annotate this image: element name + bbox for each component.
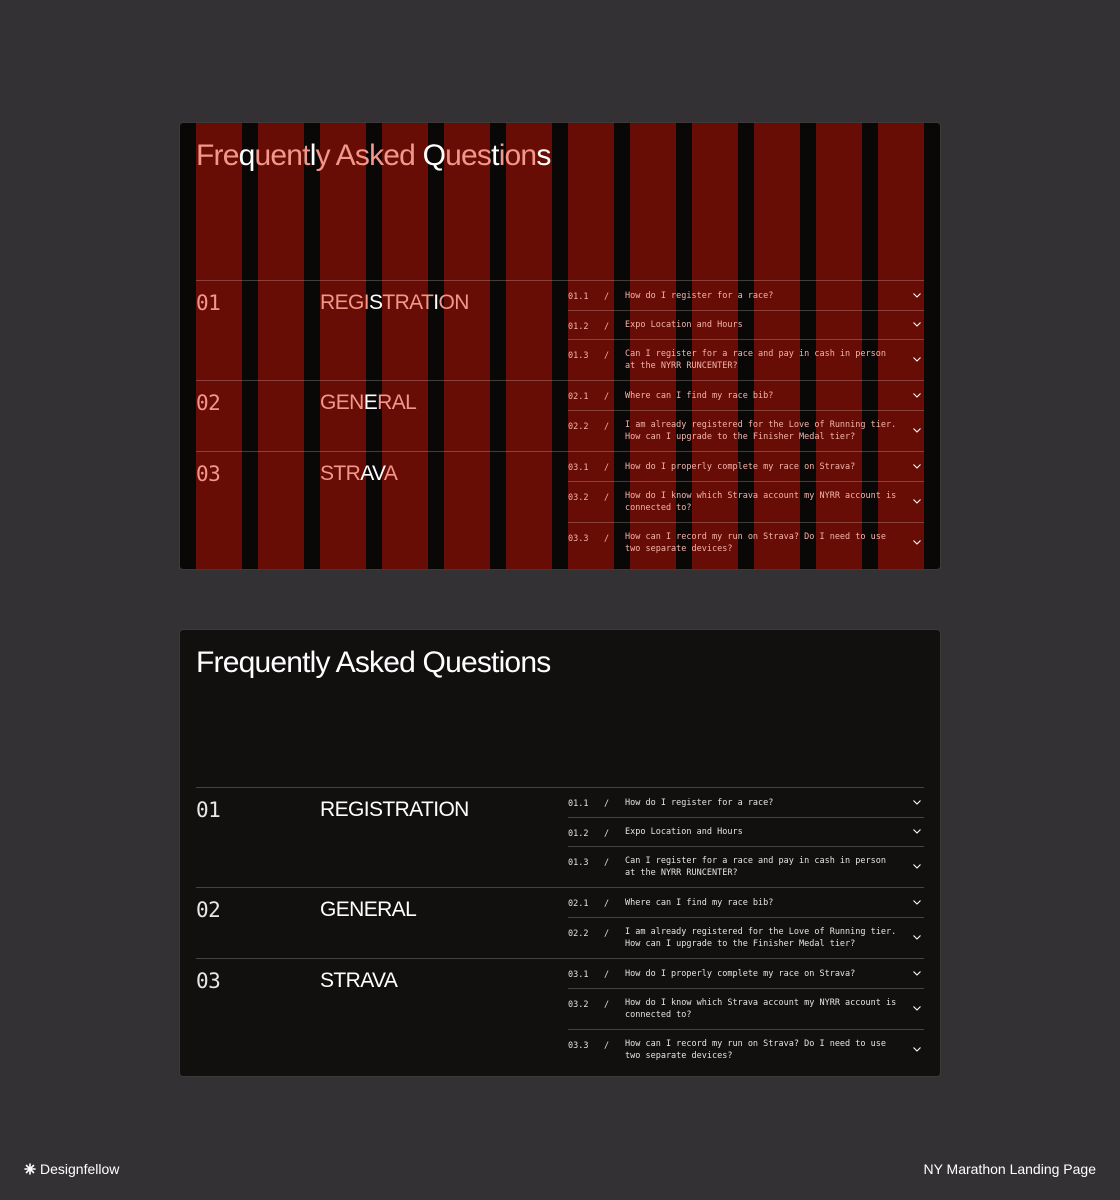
question-list [568,381,924,451]
faq-question-row[interactable] [568,988,924,1029]
question-text: How can I record my run on Strava? Do I need to use two separate devices? [625,1039,886,1061]
category-number: 02 [196,898,221,922]
title-segment: As [335,139,370,172]
chevron-down-icon[interactable] [912,390,922,400]
title-segment: uent [254,139,310,172]
faq-question-row[interactable] [568,888,924,917]
question-list [568,281,924,380]
question-separator: / [604,829,610,839]
question-text: Expo Location and Hours [625,320,743,330]
chevron-down-icon[interactable] [912,897,922,907]
question-separator: / [604,799,610,809]
question-separator: / [604,899,610,909]
question-text: How do I register for a race? [625,797,774,808]
question-separator: / [604,322,610,332]
question-number: 01.2 [568,322,589,332]
title-segment: ked [369,139,423,172]
title-segment: ion [498,139,537,172]
question-text: I am already registered for the Love of Running tier. How can I upgrade to the Finisher Medal tier? [625,927,897,949]
chevron-down-icon[interactable] [912,797,922,807]
title-segment: Fre [196,139,239,172]
faq-question-row[interactable] [568,917,924,958]
question-separator: / [604,392,610,402]
faq-question-row[interactable] [568,410,924,451]
category-number: 03 [196,969,221,993]
chevron-down-icon[interactable] [912,461,922,471]
faq-category-strava [196,958,924,1070]
question-separator: / [604,534,610,544]
faq-category-general [196,380,924,451]
question-text: How do I know which Strava account my NYRR account is connected to? [625,998,897,1020]
category-number: 02 [196,391,221,415]
faq-category-registration [196,280,924,380]
question-text: Where can I find my race bib? [625,390,774,401]
category-number: 01 [196,798,221,822]
title-segment: t [491,139,499,172]
faq-categories [196,280,924,563]
title-segment: l [309,139,316,172]
question-text: How can I record my run on Strava? Do I need to use two separate devices? [625,532,886,554]
chevron-down-icon[interactable] [912,354,922,364]
category-name: REGISTRATION [320,798,469,821]
question-separator: / [604,292,610,302]
question-number: 03.2 [568,493,589,503]
chevron-down-icon[interactable] [912,1003,922,1013]
question-separator: / [604,463,610,473]
faq-question-row[interactable] [568,959,924,988]
chevron-down-icon[interactable] [912,932,922,942]
question-separator: / [604,1000,610,1010]
asterisk-icon [24,1163,36,1175]
question-list [568,888,924,958]
category-name: REGISTRATION [320,291,469,314]
chevron-down-icon[interactable] [912,290,922,300]
project-name: NY Marathon Landing Page [923,1161,1096,1177]
question-separator: / [604,1041,610,1051]
question-number: 03.3 [568,534,589,544]
question-list [568,788,924,887]
category-name: GENERAL [320,391,417,414]
faq-title [196,139,551,173]
chevron-down-icon[interactable] [912,425,922,435]
faq-category-strava [196,451,924,563]
faq-question-row[interactable] [568,846,924,887]
faq-question-row[interactable] [568,817,924,846]
faq-question-row[interactable] [568,452,924,481]
faq-category-registration [196,787,924,887]
question-separator: / [604,493,610,503]
question-text: How do I properly complete my race on Strava? [625,968,856,979]
faq-title: Frequently Asked Questions [196,646,551,679]
category-name: GENERAL [320,898,417,921]
question-number: 03.1 [568,463,589,473]
question-text: I am already registered for the Love of Running tier. How can I upgrade to the Finisher Medal tier? [625,420,897,442]
question-text: Expo Location and Hours [625,827,743,837]
question-separator: / [604,858,610,868]
faq-card-grid-variant [179,122,941,570]
question-number: 01.1 [568,292,589,302]
question-number: 02.1 [568,392,589,402]
faq-question-row[interactable] [568,522,924,563]
faq-question-row[interactable] [568,481,924,522]
chevron-down-icon[interactable] [912,1044,922,1054]
question-text: Where can I find my race bib? [625,897,774,908]
question-number: 01.2 [568,829,589,839]
category-number: 01 [196,291,221,315]
chevron-down-icon[interactable] [912,826,922,836]
question-text: How do I register for a race? [625,290,774,301]
question-separator: / [604,970,610,980]
question-separator: / [604,929,610,939]
question-number: 01.1 [568,799,589,809]
question-number: 03.3 [568,1041,589,1051]
faq-question-row[interactable] [568,381,924,410]
brand-name: Designfellow [40,1161,120,1177]
chevron-down-icon[interactable] [912,319,922,329]
question-number: 03.1 [568,970,589,980]
question-number: 02.2 [568,422,589,432]
chevron-down-icon[interactable] [912,968,922,978]
faq-question-row[interactable] [568,788,924,817]
faq-question-row[interactable] [568,1029,924,1070]
title-segment: y [315,139,336,172]
title-segment: s [536,139,551,172]
question-text: How do I properly complete my race on Strava? [625,461,856,472]
brand-credit [24,1161,119,1177]
question-separator: / [604,351,610,361]
question-number: 03.2 [568,1000,589,1010]
faq-question-row[interactable] [568,281,924,310]
faq-question-row[interactable] [568,339,924,380]
question-text: Can I register for a race and pay in cash in person at the NYRR RUNCENTER? [625,349,886,371]
category-name: STRAVA [320,462,398,485]
question-separator: / [604,422,610,432]
question-text: Can I register for a race and pay in cash in person at the NYRR RUNCENTER? [625,856,886,878]
question-number: 02.1 [568,899,589,909]
category-number: 03 [196,462,221,486]
question-number: 01.3 [568,351,589,361]
question-list [568,452,924,563]
chevron-down-icon[interactable] [912,537,922,547]
question-list [568,959,924,1070]
title-segment: q [238,139,255,172]
chevron-down-icon[interactable] [912,496,922,506]
title-segment: Q [422,139,446,172]
faq-card-dark-variant [179,629,941,1077]
chevron-down-icon[interactable] [912,861,922,871]
faq-categories [196,787,924,1070]
question-number: 01.3 [568,858,589,868]
title-segment: ues [445,139,492,172]
faq-category-general [196,887,924,958]
faq-question-row[interactable] [568,310,924,339]
category-name: STRAVA [320,969,398,992]
question-text: How do I know which Strava account my NYRR account is connected to? [625,491,897,513]
question-number: 02.2 [568,929,589,939]
